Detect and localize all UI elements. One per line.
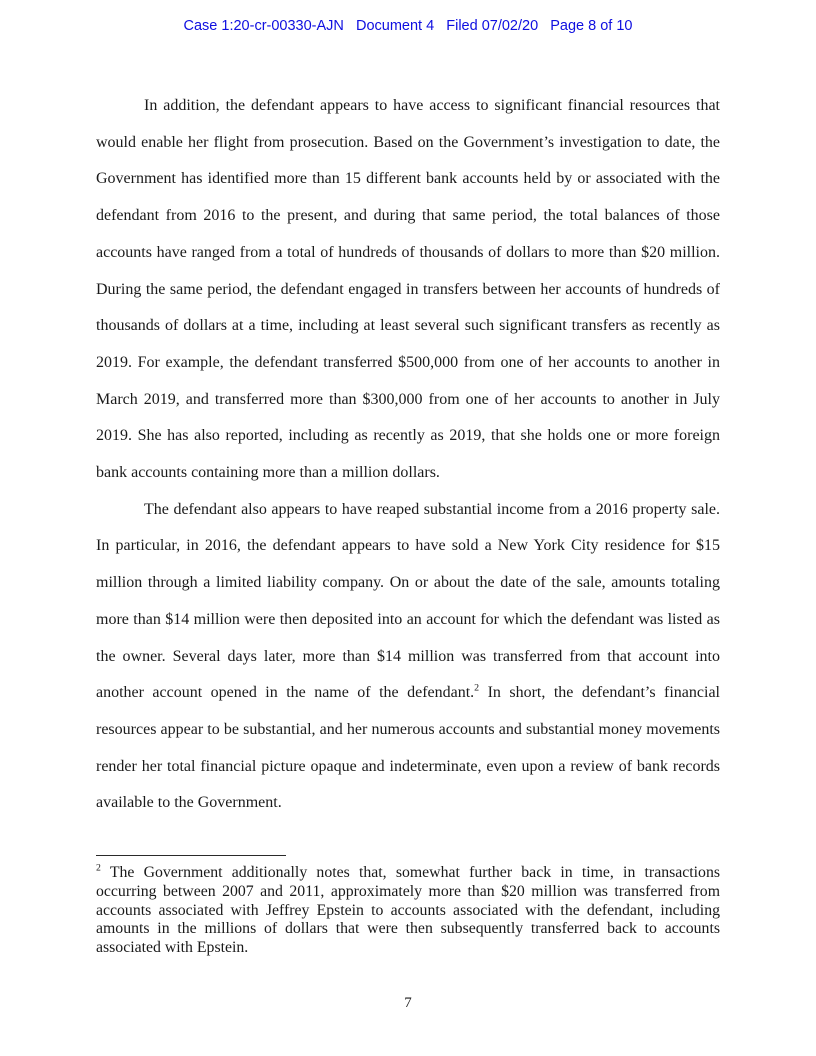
footnote-text: The Government additionally notes that, somewhat further back in time, in transactions occurring between 2007 and 2011, approximately more than $20 million was transferred from accounts associated with Jeffrey Epstein to accounts associated with the defendant, including amounts in the millions of dollars that were then subsequently transferred back to accounts associated with Epstein. bbox=[96, 864, 720, 957]
body-paragraph-1: In addition, the defendant appears to have access to significant financial resources that would enable her flight from prosecution. Based on the Government’s investigation to date, the Government has identified more than 15 different bank accounts held by or associated with the defendant from 2016 to the present, and during that same period, the total balances of those accounts have ranged from a total of hundreds of thousands of dollars to more than $20 million. During the same period, the defendant engaged in transfers between her accounts of hundreds of thousands of dollars at a time, including at least several such significant transfers as recently as 2019. For example, the defendant transferred $500,000 from one of her accounts to another in March 2019, and transferred more than $300,000 from one of her accounts to another in July 2019. She has also reported, including as recently as 2019, that she holds one or more foreign bank accounts containing more than a million dollars. bbox=[96, 97, 720, 482]
footnote-2 bbox=[96, 864, 720, 958]
page-number: 7 bbox=[404, 995, 412, 1011]
case-header-stamp: Case 1:20-cr-00330-AJN Document 4 Filed 07/02/20 Page 8 of 10 bbox=[183, 18, 633, 34]
document-body bbox=[96, 88, 720, 822]
body-paragraph-2 bbox=[96, 492, 720, 822]
paragraph-2-text-before-footnote-ref: The defendant also appears to have reaped substantial income from a 2016 property sale. In particular, in 2016, the defendant appears to have sold a New York City residence for $15 million through a limited liability company. On or about the date of the sale, amounts totaling more than $14 million were then deposited into an account for which the defendant was listed as the owner. Several days later, more than $14 million was transferred from that account into another account opened in the name of the defendant. bbox=[96, 500, 720, 702]
footnote-marker: 2 bbox=[96, 862, 101, 874]
paragraph-2-text-after-footnote-ref: In short, the defendant’s financial resources appear to be substantial, and her numerous accounts and substantial money movements render her total financial picture opaque and indeterminate, even upon a review of bank records available to the Government. bbox=[96, 684, 720, 812]
footnote-section bbox=[96, 855, 720, 958]
footnote-reference: 2 bbox=[474, 682, 480, 694]
footnote-separator-rule bbox=[96, 855, 286, 856]
